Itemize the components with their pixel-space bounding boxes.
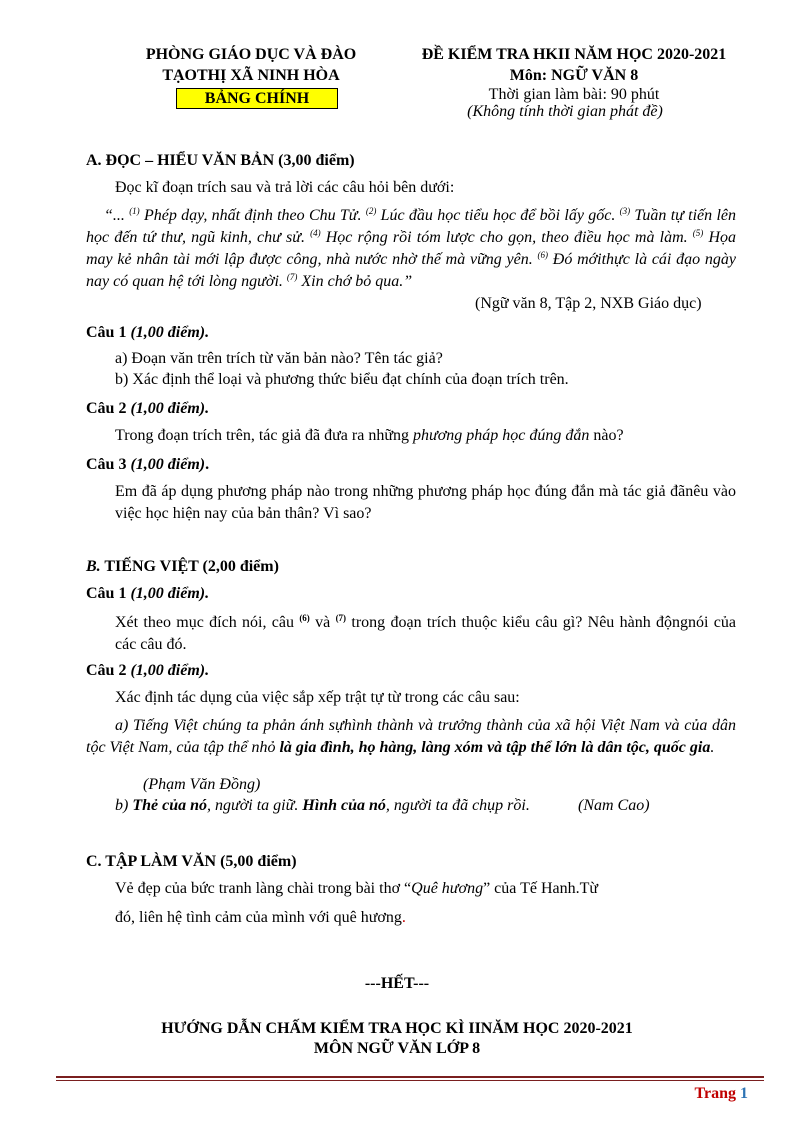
example-sentence-b: b) Thẻ của nó, người ta giữ. Hình của nó, người ta đã chụp rồi.: [115, 797, 530, 814]
question-b1-heading: Câu 1 (1,00 điểm).: [86, 585, 210, 602]
essay-prompt-line1: Vẻ đẹp của bức tranh làng chài trong bài thơ “Quê hương” của Tế Hanh.Từ: [115, 880, 599, 897]
department-line2: TẠOTHỊ XÃ NINH HÒA: [162, 67, 340, 84]
question-a3-heading: Câu 3 (1,00 điểm).: [86, 456, 210, 473]
footer-rule-thin: [56, 1080, 764, 1081]
page-number: Trang 1: [694, 1085, 748, 1102]
section-c-heading: C. TẬP LÀM VĂN (5,00 điểm): [86, 853, 297, 870]
exam-title: ĐỀ KIỂM TRA HKII NĂM HỌC 2020-2021: [421, 46, 727, 63]
example-sentence-a: a) Tiếng Việt chúng ta phản ánh sựhình thành và trưởng thành của xã hội Việt Nam và của dân tộc Việt Nam, của tập thể nhỏ là gia đình, họ hàng, làng xóm và tập thể lớn là dân tộc, quốc gia.: [86, 717, 736, 756]
question-a3-text: Em đã áp dụng phương pháp nào trong những phương pháp học đúng đắn mà tác giả đãnêu vào việc học hiện nay của bản thân? Vì sao?: [115, 483, 736, 522]
example-a-author: (Phạm Văn Đồng): [143, 776, 261, 793]
exam-duration-note: (Không tính thời gian phát đề): [467, 103, 663, 120]
end-mark: ---HẾT---: [364, 975, 430, 992]
question-a2-heading: Câu 2 (1,00 điểm).: [86, 400, 210, 417]
exam-subject: Môn: NGỮ VĂN 8: [509, 67, 639, 84]
essay-prompt-line2: đó, liên hệ tình cảm của mình với quê hương.: [115, 909, 406, 926]
section-a-heading: A. ĐỌC – HIỂU VĂN BẢN (3,00 điểm): [86, 152, 355, 169]
reading-passage: “... $^{(1)}$ Phép dạy, nhất định theo Chu Tử. $^{(2)}$ Lúc đầu học tiểu học để bồi lấy gốc. $^{(3)}$ Tuần tự tiến lên học đến tứ thư, ngũ kinh, chư sử. $^{(4)}$ Học rộng rồi tóm lược cho gọn, theo điều học mà làm. $^{(5)}$ Họa may kẻ nhân tài mới lập được công, nhà nước nhờ thế mà vững yên. $^{(6)}$ Đó mớithực là cái đạo ngày nay có quan hệ tới lòng người. $^{(7)}$ Xin chớ bỏ qua.”: [86, 206, 737, 290]
section-a-instruction: Đọc kĩ đoạn trích sau và trả lời các câu hỏi bên dưới:: [115, 179, 455, 196]
question-a1-part-a: a) Đoạn văn trên trích từ văn bản nào? Tên tác giả?: [115, 350, 443, 367]
footer-rule-thick: [56, 1076, 764, 1078]
grading-guide-subtitle: MÔN NGỮ VĂN LỚP 8: [313, 1040, 481, 1057]
official-version-badge: BẢNG CHÍNH: [176, 88, 338, 109]
passage-source: (Ngữ văn 8, Tập 2, NXB Giáo dục): [475, 295, 702, 312]
department-line1: PHÒNG GIÁO DỤC VÀ ĐÀO: [145, 46, 357, 63]
question-b1-text: Xét theo mục đích nói, câu $^{(6)}$ và $^{(7)}$ trong đoạn trích thuộc kiểu câu gì? Nêu hành độngnói của các câu đó.: [115, 613, 737, 653]
question-b2-heading: Câu 2 (1,00 điểm).: [86, 662, 210, 679]
example-b-author: (Nam Cao): [578, 797, 650, 814]
exam-duration: Thời gian làm bài: 90 phút: [488, 86, 660, 103]
question-a1-part-b: b) Xác định thể loại và phương thức biểu đạt chính của đoạn trích trên.: [115, 371, 569, 388]
question-a1-heading: Câu 1 (1,00 điểm).: [86, 324, 210, 341]
question-b2-instruction: Xác định tác dụng của việc sắp xếp trật tự từ trong các câu sau:: [115, 689, 520, 706]
grading-guide-title: HƯỚNG DẪN CHẤM KIỂM TRA HỌC KÌ IINĂM HỌC 2020-2021: [161, 1020, 633, 1037]
question-a2-text: Trong đoạn trích trên, tác giả đã đưa ra những phương pháp học đúng đắn nào?: [115, 427, 624, 444]
section-b-heading: B. TIẾNG VIỆT (2,00 điểm): [86, 558, 279, 575]
